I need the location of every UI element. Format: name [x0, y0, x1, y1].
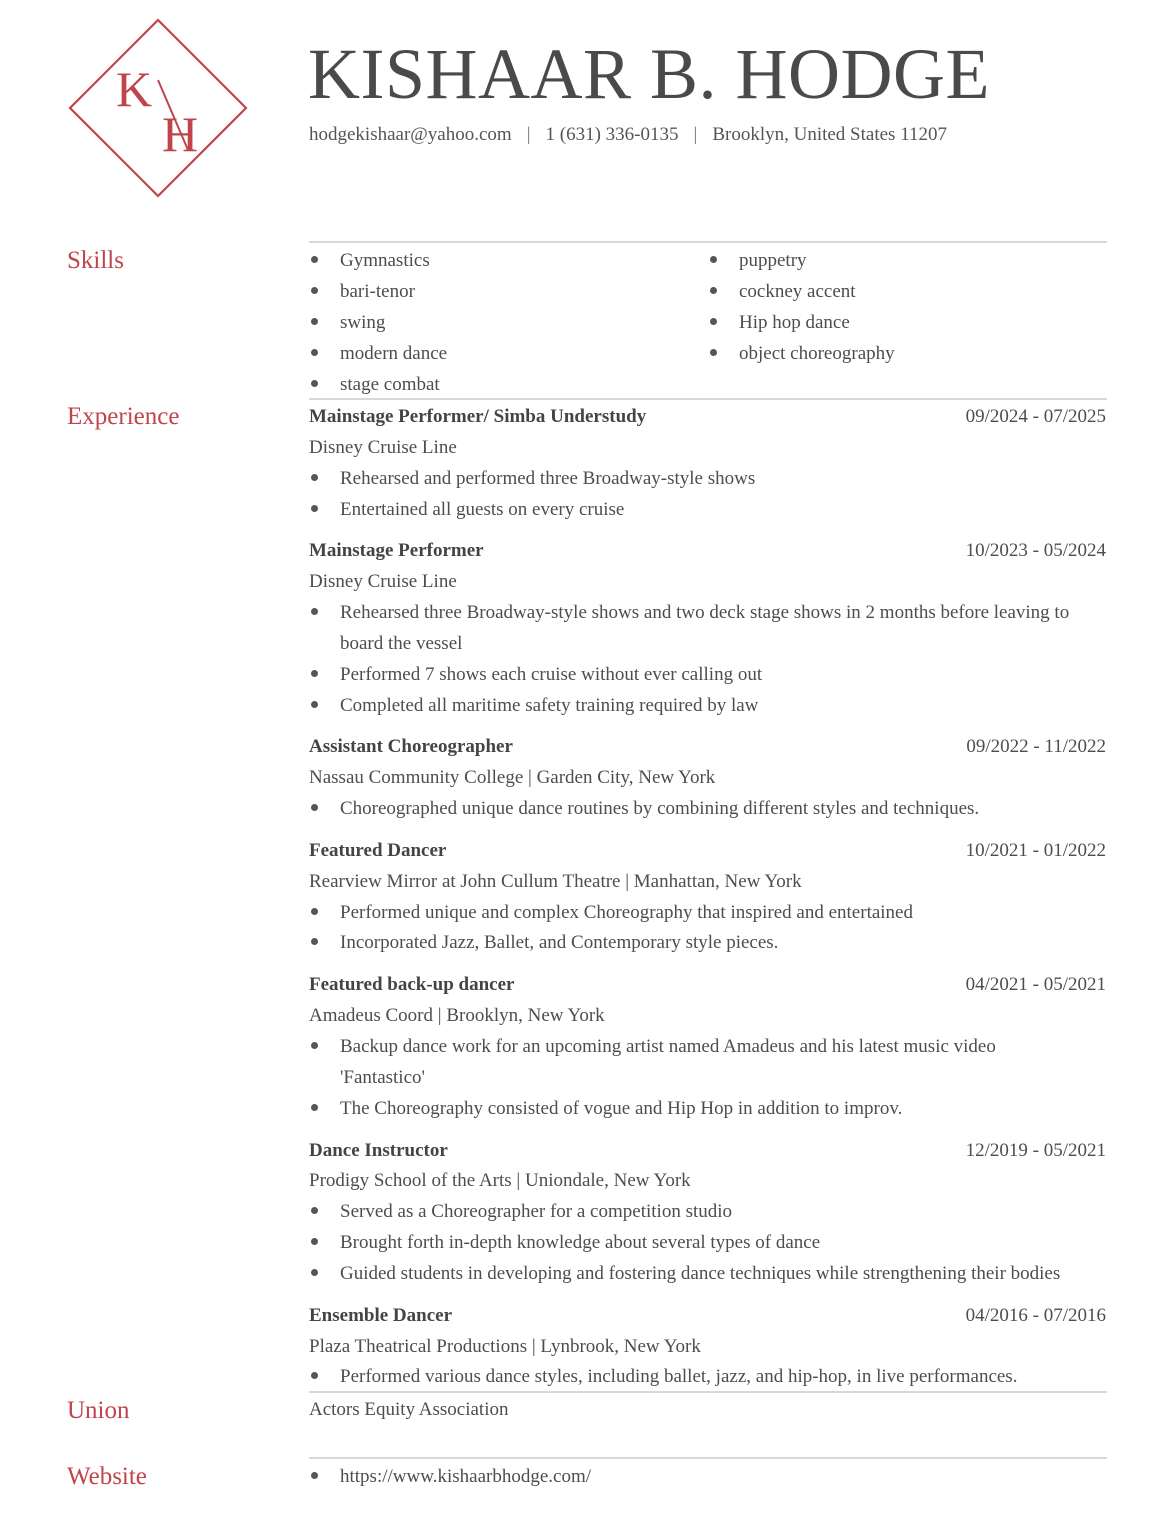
job-bullet-continuation: board the vessel: [340, 633, 463, 654]
skill-item: stage combat: [340, 374, 440, 395]
job-bullet: Backup dance work for an upcoming artist named Amadeus and his latest music video: [340, 1036, 996, 1057]
bullet-icon: [710, 318, 717, 325]
section-divider: [309, 398, 1107, 400]
section-divider: [309, 1457, 1107, 1459]
bullet-icon: [710, 256, 717, 263]
website-link[interactable]: https://www.kishaarbhodge.com/: [340, 1466, 592, 1487]
bullet-icon: [311, 287, 318, 294]
job-dates: 10/2021 - 01/2022: [965, 840, 1106, 861]
skill-item: Gymnastics: [340, 250, 430, 271]
job-dates: 09/2024 - 07/2025: [965, 406, 1106, 427]
skill-item: puppetry: [739, 250, 807, 271]
job-employer: Nassau Community College | Garden City, New York: [309, 767, 716, 788]
job-bullet: The Choreography consisted of vogue and Hip Hop in addition to improv.: [340, 1098, 903, 1119]
job-dates: 04/2021 - 05/2021: [965, 974, 1106, 995]
job-bullet: Rehearsed three Broadway-style shows and two deck stage shows in 2 months before leaving to: [340, 602, 1070, 623]
skill-item: bari-tenor: [340, 281, 415, 302]
bullet-icon: [311, 505, 318, 512]
job-title: Featured back-up dancer: [309, 974, 515, 995]
section-divider: [309, 241, 1107, 243]
phone-number: 1 (631) 336-0135: [545, 124, 679, 145]
bullet-icon: [311, 608, 318, 615]
monogram-first-initial: K: [116, 61, 153, 117]
job-bullet: Performed unique and complex Choreography that inspired and entertained: [340, 902, 913, 923]
bullet-icon: [311, 1238, 318, 1245]
job-employer: Prodigy School of the Arts | Uniondale, New York: [309, 1170, 691, 1191]
experience-heading: Experience: [67, 403, 180, 430]
job-employer: Amadeus Coord | Brooklyn, New York: [309, 1005, 605, 1026]
contact-line: [309, 122, 947, 148]
job-title: Ensemble Dancer: [309, 1305, 453, 1326]
job-bullet: Rehearsed and performed three Broadway-style shows: [340, 468, 756, 489]
union-value: Actors Equity Association: [309, 1399, 509, 1420]
bullet-icon: [311, 318, 318, 325]
bullet-icon: [710, 287, 717, 294]
bullet-icon: [311, 908, 318, 915]
section-divider: [309, 1391, 1107, 1393]
union-heading: Union: [67, 1397, 130, 1424]
bullet-icon: [311, 701, 318, 708]
skill-item: swing: [340, 312, 386, 333]
bullet-icon: [311, 1472, 318, 1479]
skill-item: cockney accent: [739, 281, 856, 302]
skills-heading: Skills: [67, 247, 124, 274]
job-bullet: Served as a Choreographer for a competition studio: [340, 1201, 733, 1222]
job-bullet: Choreographed unique dance routines by combining different styles and techniques.: [340, 798, 980, 819]
monogram-diamond-icon: [68, 18, 248, 198]
job-bullet-continuation: 'Fantastico': [340, 1067, 425, 1088]
candidate-name: KISHAAR B. HODGE: [308, 34, 991, 114]
job-bullet: Brought forth in-depth knowledge about several types of dance: [340, 1232, 821, 1253]
bullet-icon: [311, 349, 318, 356]
bullet-icon: [311, 1042, 318, 1049]
monogram-last-initial: H: [162, 106, 199, 162]
website-heading: Website: [67, 1463, 147, 1490]
job-employer: Disney Cruise Line: [309, 437, 457, 458]
job-bullet: Entertained all guests on every cruise: [340, 499, 625, 520]
contact-separator: |: [526, 124, 531, 145]
job-bullet: Performed 7 shows each cruise without ever calling out: [340, 664, 763, 685]
job-title: Dance Instructor: [309, 1140, 448, 1161]
monogram-logo: [68, 18, 248, 198]
bullet-icon: [311, 474, 318, 481]
skill-item: modern dance: [340, 343, 448, 364]
skill-item: object choreography: [739, 343, 895, 364]
bullet-icon: [311, 1207, 318, 1214]
bullet-icon: [311, 804, 318, 811]
job-title: Mainstage Performer/ Simba Understudy: [309, 406, 647, 427]
bullet-icon: [311, 938, 318, 945]
job-dates: 04/2016 - 07/2016: [965, 1305, 1106, 1326]
job-bullet: Performed various dance styles, including ballet, jazz, and hip-hop, in live performances.: [340, 1366, 1018, 1387]
bullet-icon: [311, 1104, 318, 1111]
bullet-icon: [311, 1269, 318, 1276]
job-bullet: Guided students in developing and fostering dance techniques while strengthening their bodies: [340, 1263, 1061, 1284]
job-employer: Rearview Mirror at John Cullum Theatre | Manhattan, New York: [309, 871, 802, 892]
job-title: Assistant Choreographer: [309, 736, 513, 757]
job-employer: Plaza Theatrical Productions | Lynbrook, New York: [309, 1336, 701, 1357]
job-employer: Disney Cruise Line: [309, 571, 457, 592]
bullet-icon: [710, 349, 717, 356]
skill-item: Hip hop dance: [739, 312, 850, 333]
location: Brooklyn, United States 11207: [712, 124, 947, 145]
job-bullet: Incorporated Jazz, Ballet, and Contemporary style pieces.: [340, 932, 779, 953]
job-title: Featured Dancer: [309, 840, 447, 861]
contact-separator: |: [693, 124, 698, 145]
bullet-icon: [311, 1372, 318, 1379]
job-dates: 12/2019 - 05/2021: [965, 1140, 1106, 1161]
email-link[interactable]: hodgekishaar@yahoo.com: [309, 124, 512, 145]
job-bullet: Completed all maritime safety training required by law: [340, 695, 759, 716]
job-dates: 09/2022 - 11/2022: [966, 736, 1106, 757]
job-dates: 10/2023 - 05/2024: [965, 540, 1106, 561]
bullet-icon: [311, 380, 318, 387]
bullet-icon: [311, 256, 318, 263]
job-title: Mainstage Performer: [309, 540, 484, 561]
bullet-icon: [311, 670, 318, 677]
